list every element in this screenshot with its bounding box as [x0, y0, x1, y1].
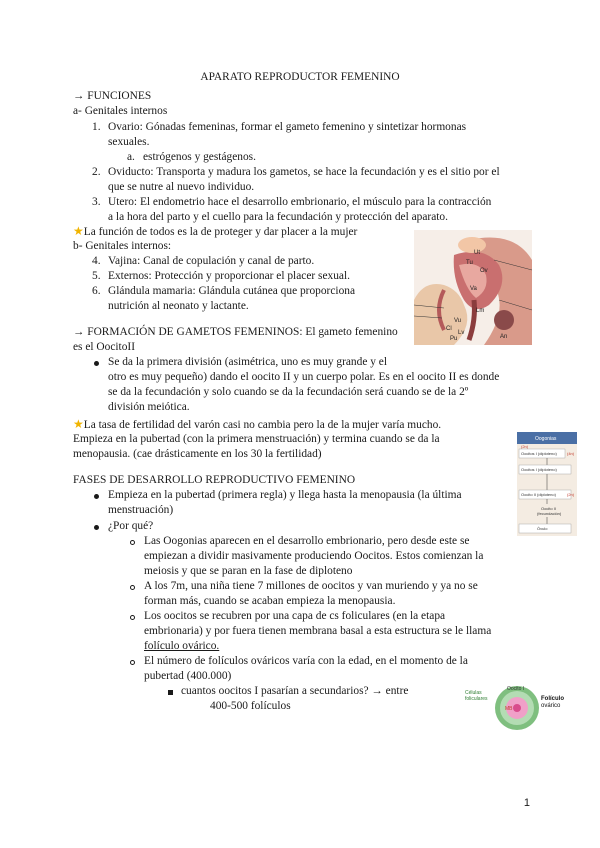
section-heading-formacion: → FORMACIÓN DE GAMETOS FEMENINOS: El gameto femenino	[73, 326, 398, 338]
list-item-text: a la hora del parto y el cuello para la fecundación y protección del aparato.	[108, 211, 448, 223]
anatomy-label: Ut	[474, 250, 480, 256]
subsub-bullet-icon	[168, 690, 173, 695]
follicle-label: MB	[505, 706, 513, 712]
anatomy-label: Cl	[446, 326, 452, 332]
sub-bullet-text: El número de folículos ováricos varía con la edad, en el momento de la	[144, 655, 468, 667]
follicle-label: ovárico	[541, 703, 561, 709]
subheading-externos: b- Genitales internos:	[73, 240, 172, 252]
page-title: APARATO REPRODUCTOR FEMENINO	[200, 71, 400, 83]
list-number: 3.	[92, 196, 101, 208]
list-item-text: Utero: El endometrio hace el desarrollo embrionario, el músculo para la contracción	[108, 196, 492, 208]
sub-bullet-text: empiezan a dividir masivamente produciendo Oocitos. Estos comienzan la	[144, 550, 484, 562]
anatomy-label: Tu	[466, 260, 473, 266]
flow-label: Oogonias	[535, 436, 557, 442]
sub-bullet-text: A los 7m, una niña tiene 7 millones de oocitos y van muriendo y ya no se	[144, 580, 478, 592]
list-item-text: Externos: Protección y proporcionar el placer sexual.	[108, 270, 350, 282]
follicle-label: Células	[465, 690, 482, 696]
sub-bullet-text: Los oocitos se recubren por una capa de cs foliculares (en la etapa	[144, 610, 446, 622]
anatomy-label: Va	[470, 286, 477, 292]
flow-label: (4n)	[567, 451, 575, 456]
anatomy-illustration	[414, 230, 532, 345]
bullet-text: división meiótica.	[108, 401, 190, 413]
flow-label: Oocito II (diploteno)	[521, 492, 556, 497]
subsub-bullet-text: 400-500 folículos	[210, 700, 291, 712]
anatomy-label: Vu	[454, 318, 462, 324]
anatomy-label: Pu	[450, 336, 458, 342]
section-heading-formacion-cont: es el OocitoII	[73, 341, 135, 353]
list-number: 4.	[92, 255, 101, 267]
note-text: menopausia. (cae drásticamente en los 30 la fertilidad)	[73, 448, 322, 460]
list-item-text: Glándula mamaria: Glándula cutánea que proporciona	[108, 285, 356, 297]
anatomy-figure	[414, 230, 532, 345]
list-item-text: Vajina: Canal de copulación y canal de parto.	[108, 255, 315, 267]
sub-bullet-text: forman más, cuando se acaban empieza la menopausia.	[144, 595, 396, 607]
sub-bullet-icon	[130, 615, 135, 620]
bullet-icon	[94, 361, 99, 366]
flow-label: (2n)	[567, 492, 575, 497]
sub-bullet-text: embrionaria) y por fuera tienen membrana basal a esta estructura se le llama	[144, 625, 492, 637]
list-item-text: nutrición al neonato y lactante.	[108, 300, 249, 312]
sub-bullet-text: Las Oogonias aparecen en el desarrollo embrionario, pero desde este se	[144, 535, 470, 547]
sub-bullet-icon	[130, 540, 135, 545]
anatomy-label: Ov	[480, 268, 488, 274]
bullet-text: se da la fecundación y solo cuando se da la fecundación será cuando se de la 2º	[108, 386, 469, 398]
anatomy-label: Lm	[476, 308, 485, 314]
bullet-text: Empieza en la pubertad (primera regla) y llega hasta la menopausia (la última	[108, 489, 462, 501]
oogenesis-flow-figure	[517, 432, 577, 536]
follicle-label: Oocito I	[507, 686, 525, 692]
list-item-text: que se nutre al nuevo individuo.	[108, 181, 255, 193]
sublist-number: a.	[127, 151, 135, 163]
list-number: 5.	[92, 270, 101, 282]
bullet-text: menstruación)	[108, 504, 174, 516]
star-note: ★La tasa de fertilidad del varón casi no cambia pero la de la mujer varía mucho.	[73, 417, 442, 431]
bullet-icon	[94, 525, 99, 530]
flow-label: Oocitos I (diploteno)	[521, 467, 557, 472]
list-item-text: Ovario: Gónadas femeninas, formar el gameto femenino y sintetizar hormonas	[108, 121, 467, 133]
sub-bullet-text-underlined: folículo ovárico.	[144, 640, 220, 652]
subsub-bullet-text: cuantos oocitos I pasarían a secundarios? → entre	[181, 685, 409, 697]
note-text: Empieza en la pubertad (con la primera menstruación) y termina cuando se da la	[73, 433, 440, 445]
subheading-internos: a- Genitales internos	[73, 105, 168, 117]
sub-bullet-icon	[130, 585, 135, 590]
list-item-text: sexuales.	[108, 136, 150, 148]
flow-label: Óvulo	[537, 526, 548, 531]
sublist-item-text: estrógenos y gestágenos.	[143, 151, 256, 163]
anatomy-label: An	[500, 334, 508, 340]
anatomy-label: Lv	[458, 330, 465, 336]
follicle-illustration	[465, 680, 565, 735]
flow-label: Oocitos I (diploteno)	[521, 451, 557, 456]
flow-diagram	[517, 432, 577, 536]
bullet-text: otro es muy pequeño) dando el oocito II y un cuerpo polar. Es en el oocito II es donde	[108, 371, 500, 383]
list-number: 1.	[92, 121, 101, 133]
section-heading-funciones: → FUNCIONES	[73, 90, 152, 102]
sub-bullet-icon	[130, 660, 135, 665]
follicle-label: foliculares	[465, 696, 488, 702]
flow-label: (fecundación)	[537, 511, 562, 516]
sub-bullet-text: meiosis y que se paran en la fase de diploteno	[144, 565, 353, 577]
bullet-text: ¿Por qué?	[108, 520, 154, 532]
follicle-figure	[465, 680, 565, 735]
bullet-text: Se da la primera división (asimétrica, uno es muy grande y el	[108, 356, 387, 368]
follicle-label: Folículo	[541, 696, 564, 702]
star-icon: ★	[73, 417, 84, 431]
star-note: ★La función de todos es la de proteger y dar placer a la mujer	[73, 224, 358, 238]
list-number: 2.	[92, 166, 101, 178]
star-icon: ★	[73, 224, 84, 238]
sub-bullet-text: pubertad (400.000)	[144, 670, 232, 682]
bullet-icon	[94, 494, 99, 499]
flow-label: Oocito II	[541, 506, 556, 511]
page-number: 1	[523, 797, 530, 809]
flow-label: (2n)	[521, 444, 529, 449]
list-item-text: Oviducto: Transporta y madura los gametos, se hace la fecundación y es el sitio por el	[108, 166, 500, 178]
list-number: 6.	[92, 285, 101, 297]
section-heading-fases: FASES DE DESARROLLO REPRODUCTIVO FEMENINO	[73, 474, 356, 486]
